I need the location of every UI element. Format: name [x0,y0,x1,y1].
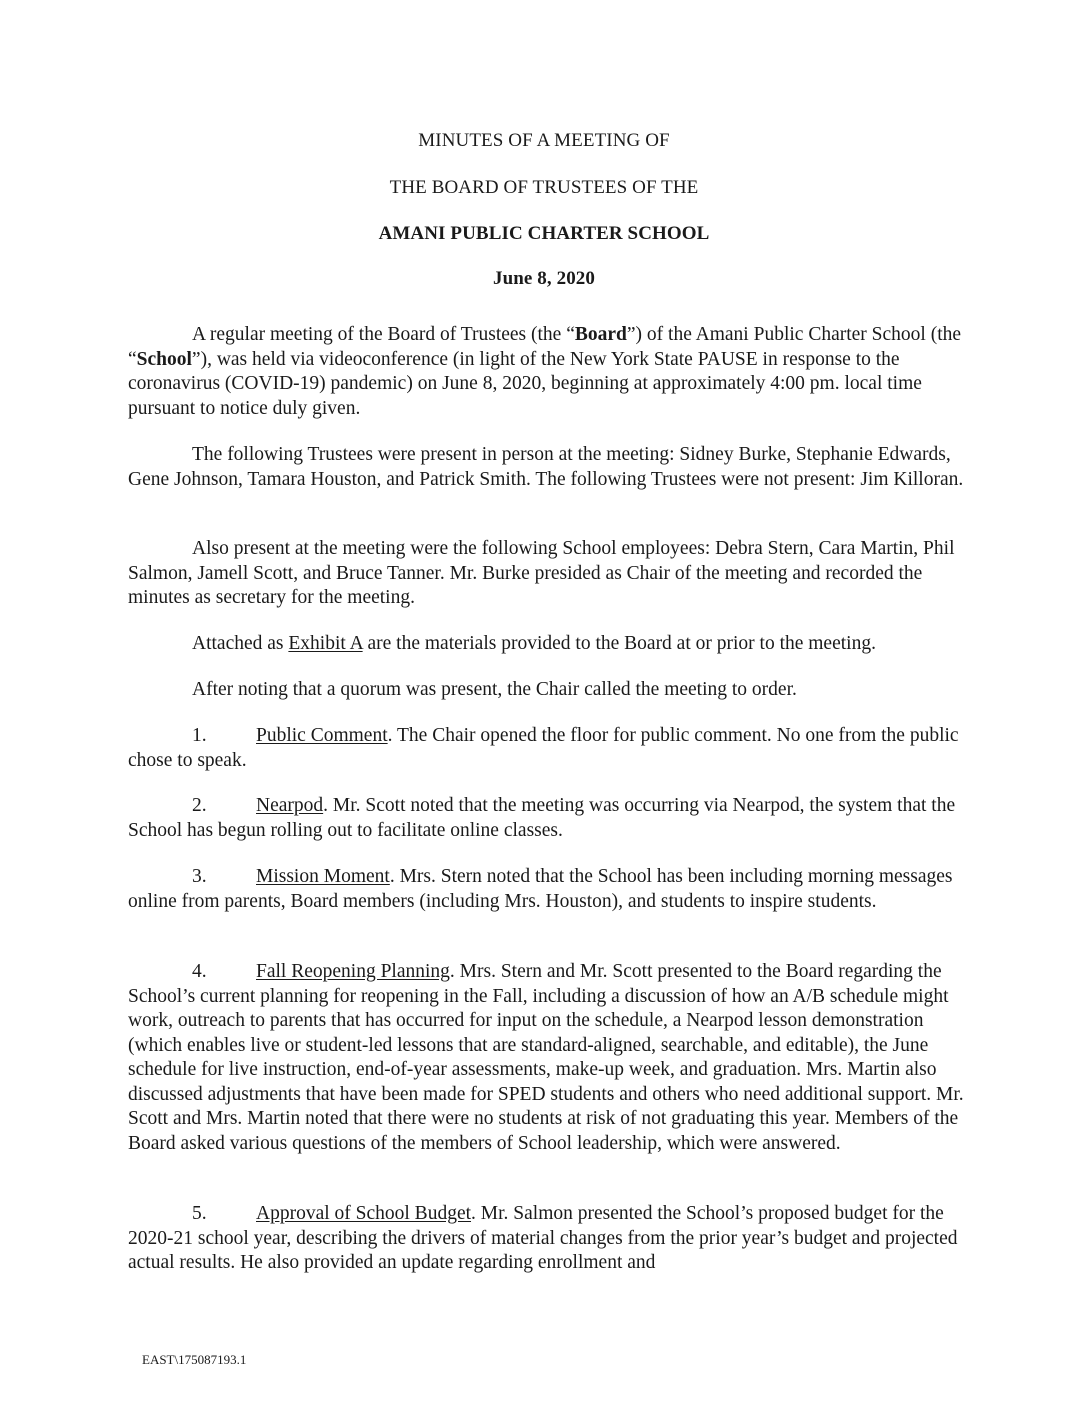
item-body: . Mr. Scott noted that the meeting was occurring via Nearpod, the system that the School has begun rolling out to facilitate online classes. [128,795,956,841]
title-line-1: MINUTES OF A MEETING OF [418,130,670,151]
agenda-item-text [128,724,964,773]
intro-text-part: ”), was held via videoconference (in light of the New York State PAUSE in response to the coronavirus (COVID-19) pandemic) on June 8, 2020, beginning at approximately 4:00 pm. local time pursuant to notice duly given. [128,348,922,419]
agenda-item-text [128,794,964,843]
item-title: Public Comment [256,725,388,746]
item-number: 5. [192,1203,207,1224]
school-name: AMANI PUBLIC CHARTER SCHOOL [378,223,710,244]
agenda-item-4 [128,960,964,1156]
agenda-item-3 [128,865,964,914]
exhibit-text [128,632,964,657]
item-number: 4. [192,961,207,982]
title-line-2: THE BOARD OF TRUSTEES OF THE [389,177,699,198]
intro-paragraph [128,323,964,421]
item-title: Fall Reopening Planning [256,961,450,982]
item-body: . Mrs. Stern and Mr. Scott presented to the Board regarding the School’s current planning for reopening in the Fall, including a discussion of how an A/B schedule might work, outreach to parents that has occurred for input on the schedule, a Nearpod lesson demonstration (which enables live or student-led lessons that are standard-aligned, searchable, and editable), the June schedule for live instruction, end-of-year assessments, make-up week, and graduation. Mrs. Martin also discussed adjustments that have been made for SPED students and others who need additional support. Mr. Scott and Mrs. Martin noted that there were no students at risk of not graduating this year. Members of the Board asked various questions of the members of School leadership, which were answered. [128,961,964,1154]
trustees-paragraph [128,443,964,492]
agenda-item-text [128,865,964,914]
meeting-date: June 8, 2020 [492,268,596,289]
agenda-item-1 [128,724,964,773]
exhibit-paragraph [128,632,964,657]
item-number: 2. [192,795,207,816]
item-title: Approval of School Budget [256,1203,472,1224]
employees-text: Also present at the meeting were the following School employees: Debra Stern, Cara Martin, Phil Salmon, Jamell Scott, and Bruce Tanner. Mr. Burke presided as Chair of the meeting and recorded the minutes as secretary for the meeting. [128,538,955,608]
agenda-item-5 [128,1202,964,1276]
item-body: . Mr. Salmon presented the School’s proposed budget for the 2020-21 school year, describing the drivers of material changes from the prior year’s budget and projected actual results. He also provided an update regarding enrollment and [128,1203,958,1273]
intro-text-part: ”) of the Amani Public Charter School (the “ [128,324,962,370]
quorum-paragraph [128,678,964,703]
item-body: . The Chair opened the floor for public comment. No one from the public chose to speak. [128,725,959,771]
exhibit-text-part: are the materials provided to the Board at or prior to the meeting. [362,633,876,654]
item-body: . Mrs. Stern noted that the School has been including morning messages online from parents, Board members (including Mrs. Houston), and students to inspire students. [128,866,953,912]
exhibit-a-reference: Exhibit A [288,633,363,654]
quorum-text: After noting that a quorum was present, the Chair called the meeting to order. [192,679,797,700]
agenda-item-text [128,960,964,1156]
item-number: 1. [192,725,207,746]
employees-paragraph [128,537,964,611]
exhibit-text-part: Attached as [192,633,289,654]
agenda-item-2 [128,794,964,843]
document-id-footer: EAST\175087193.1 [142,1352,247,1367]
defined-term-school: School [136,348,192,370]
item-title: Nearpod [256,795,324,816]
item-title: Mission Moment [256,866,390,887]
item-number: 3. [192,866,207,887]
defined-term-board: Board [574,324,627,345]
trustees-text: The following Trustees were present in person at the meeting: Sidney Burke, Stephanie Edwards, Gene Johnson, Tamara Houston, and Patrick Smith. The following Trustees were not present: Jim Killoran. [128,444,964,490]
agenda-item-text [128,1202,964,1276]
intro-text-part: A regular meeting of the Board of Trustees (the “ [192,324,575,345]
intro-text [128,323,964,421]
